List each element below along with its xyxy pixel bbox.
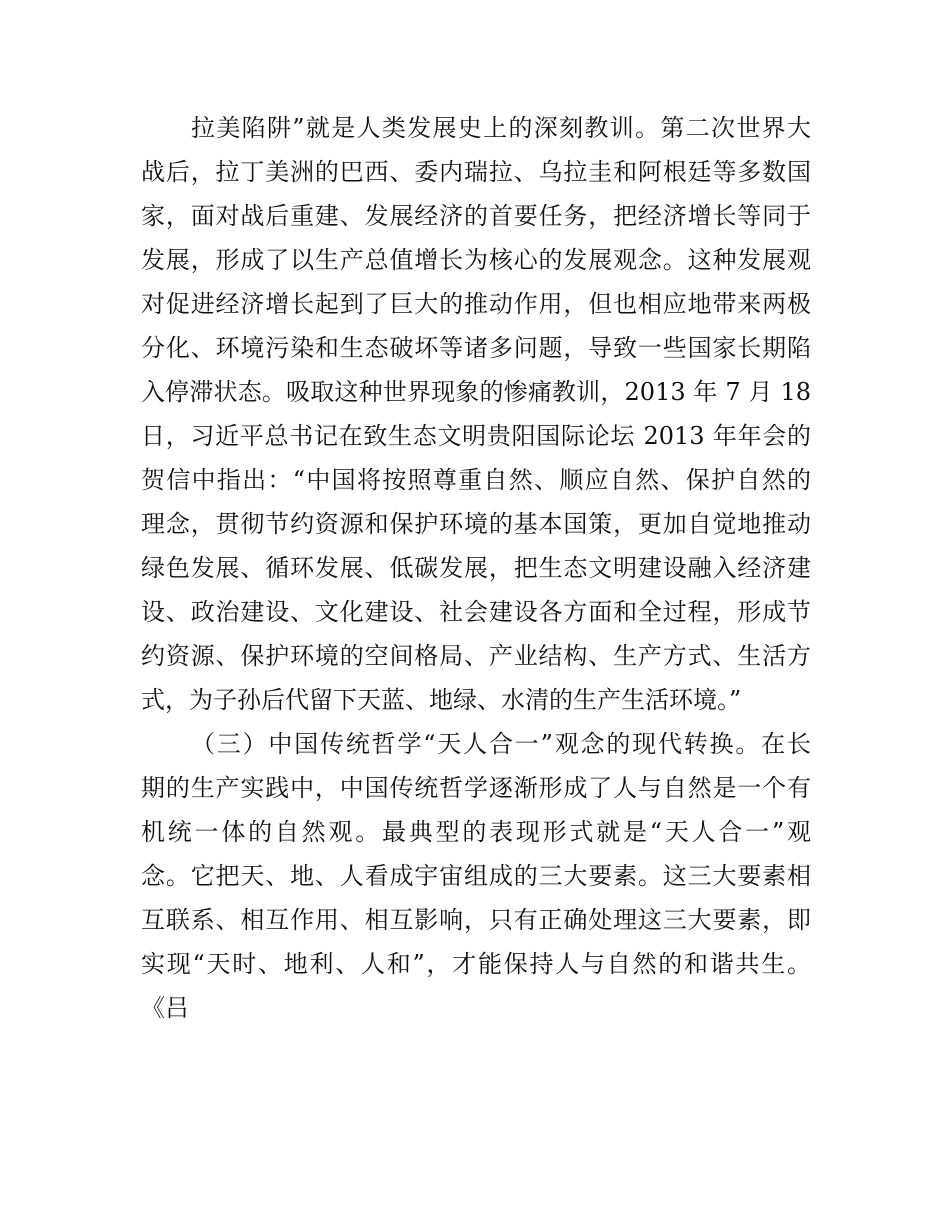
text-line: 期的生产实践中，中国传统哲学逐渐形成了人与自然是一个有 [141,774,811,802]
text-line: 贺信中指出：“中国将按照尊重自然、顺应自然、保护自然的 [141,466,811,494]
text-line: 设、政治建设、文化建设、社会建设各方面和全过程，形成节 [141,598,811,626]
text-line: 念。它把天、地、人看成宇宙组成的三大要素。这三大要素相 [141,862,811,890]
text-line: 拉美陷阱”就是人类发展史上的深刻教训。第二次世界大 [191,114,811,142]
text-line: 对促进经济增长起到了巨大的推动作用，但也相应地带来两极 [141,290,811,318]
text-line: 理念，贯彻节约资源和保护环境的基本国策，更加自觉地推动 [141,510,811,538]
text-line: 式，为子孙后代留下天蓝、地绿、水清的生产生活环境。” [141,686,742,714]
text-line: 入停滞状态。吸取这种世界现象的惨痛教训，2013 年 7 月 18 [141,378,811,406]
text-line: 日，习近平总书记在致生态文明贵阳国际论坛 2013 年年会的 [141,422,811,450]
text-line: 约资源、保护环境的空间格局、产业结构、生产方式、生活方 [141,642,811,670]
text-line: 机统一体的自然观。最典型的表现形式就是“天人合一”观 [141,818,811,846]
text-line: 《吕 [141,994,189,1022]
text-line: 绿色发展、循环发展、低碳发展，把生态文明建设融入经济建 [141,554,811,582]
text-line: （三）中国传统哲学“天人合一”观念的现代转换。在长 [191,730,811,758]
text-line: 家，面对战后重建、发展经济的首要任务，把经济增长等同于 [141,202,811,230]
text-line: 实现“天时、地利、人和”，才能保持人与自然的和谐共生。 [141,950,811,978]
text-line: 发展，形成了以生产总值增长为核心的发展观念。这种发展观 [141,246,811,274]
text-line: 战后，拉丁美洲的巴西、委内瑞拉、乌拉圭和阿根廷等多数国 [141,158,811,186]
text-line: 互联系、相互作用、相互影响，只有正确处理这三大要素，即 [141,906,811,934]
text-line: 分化、环境污染和生态破坏等诸多问题，导致一些国家长期陷 [141,334,811,362]
